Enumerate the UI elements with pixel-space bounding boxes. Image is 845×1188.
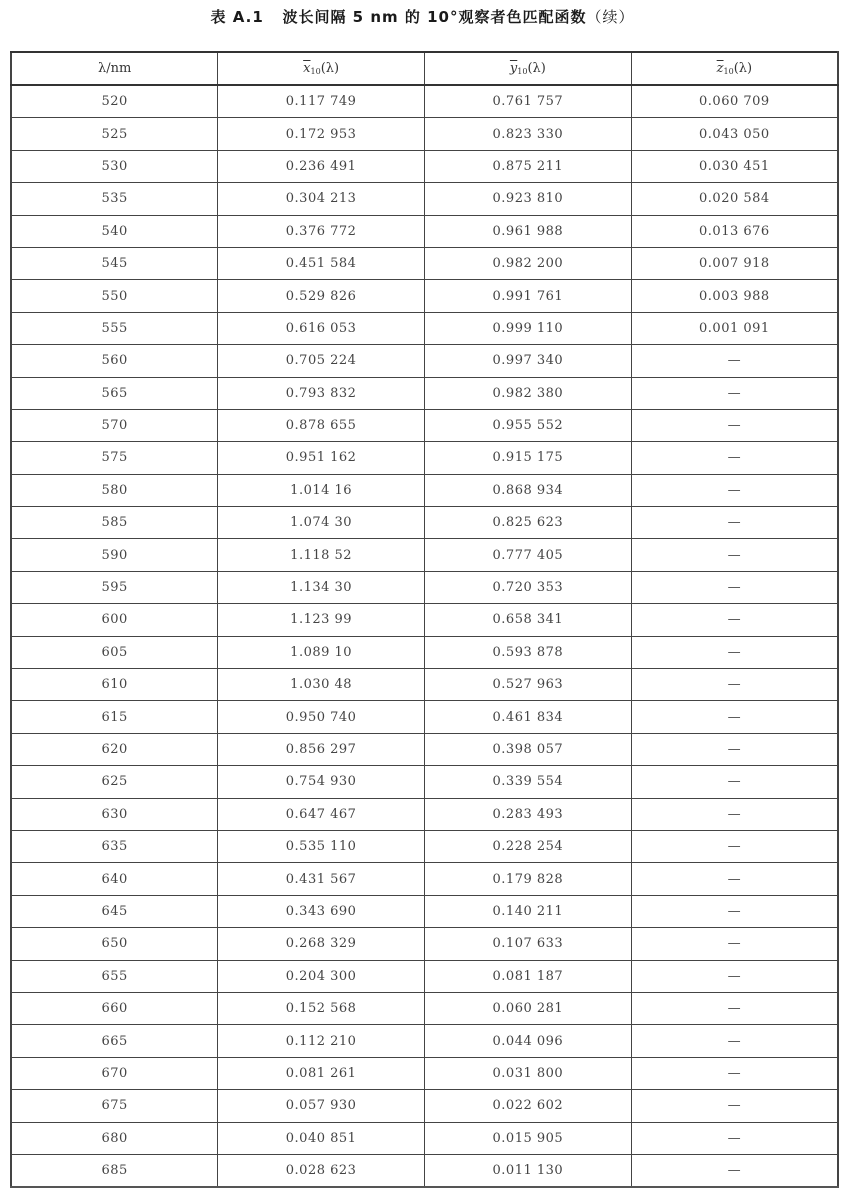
- cell-y10: 0.720 353: [425, 571, 632, 603]
- table-row: [11, 442, 838, 474]
- caption-label: 表 A.1: [210, 8, 264, 26]
- cell-y10: 0.982 380: [425, 377, 632, 409]
- table-row: [11, 992, 838, 1024]
- header-x10: [218, 52, 425, 85]
- table-row: [11, 280, 838, 312]
- cell-wavelength: 545: [11, 247, 218, 279]
- cell-y10: 0.955 552: [425, 409, 632, 441]
- cell-wavelength: 595: [11, 571, 218, 603]
- cell-wavelength: 615: [11, 701, 218, 733]
- cell-y10: 0.339 554: [425, 766, 632, 798]
- cell-wavelength: 580: [11, 474, 218, 506]
- cell-wavelength: 635: [11, 830, 218, 862]
- cell-wavelength: 525: [11, 118, 218, 150]
- table-row: [11, 377, 838, 409]
- cell-y10: 0.761 757: [425, 85, 632, 118]
- cell-z10: 0.003 988: [631, 280, 838, 312]
- cell-z10: 0.001 091: [631, 312, 838, 344]
- cell-y10: 0.825 623: [425, 507, 632, 539]
- cell-x10: 0.057 930: [218, 1090, 425, 1122]
- cell-wavelength: 600: [11, 604, 218, 636]
- header-z10: [631, 52, 838, 85]
- cell-x10: 0.793 832: [218, 377, 425, 409]
- table-body: [11, 85, 838, 1187]
- cell-y10: 0.060 281: [425, 992, 632, 1024]
- cell-wavelength: 685: [11, 1154, 218, 1187]
- cell-wavelength: 660: [11, 992, 218, 1024]
- table-row: [11, 474, 838, 506]
- cell-x10: 1.089 10: [218, 636, 425, 668]
- table-row: [11, 701, 838, 733]
- table-row: [11, 1154, 838, 1187]
- cell-x10: 0.268 329: [218, 928, 425, 960]
- cell-z10: —: [631, 1154, 838, 1187]
- cell-z10: —: [631, 1090, 838, 1122]
- cell-x10: 0.950 740: [218, 701, 425, 733]
- cell-y10: 0.915 175: [425, 442, 632, 474]
- cell-z10: —: [631, 992, 838, 1024]
- header-z10-suffix: (λ): [733, 61, 753, 76]
- cell-y10: 0.982 200: [425, 247, 632, 279]
- cell-x10: 0.081 261: [218, 1057, 425, 1089]
- table-row: [11, 830, 838, 862]
- cell-wavelength: 555: [11, 312, 218, 344]
- cell-z10: —: [631, 733, 838, 765]
- header-z10-symbol: $\overline{z}$: [716, 61, 724, 76]
- table-row: [11, 247, 838, 279]
- cell-x10: 0.451 584: [218, 247, 425, 279]
- cell-z10: —: [631, 539, 838, 571]
- cell-y10: 0.961 988: [425, 215, 632, 247]
- caption-title: 波长间隔 5 nm 的 10°观察者色匹配函数: [282, 8, 587, 26]
- cell-z10: —: [631, 604, 838, 636]
- cell-wavelength: 560: [11, 345, 218, 377]
- cell-y10: 0.997 340: [425, 345, 632, 377]
- cell-y10: 0.461 834: [425, 701, 632, 733]
- table-row: [11, 1122, 838, 1154]
- cell-wavelength: 680: [11, 1122, 218, 1154]
- cell-y10: 0.923 810: [425, 183, 632, 215]
- table-row: [11, 85, 838, 118]
- cell-wavelength: 585: [11, 507, 218, 539]
- table-row: [11, 1025, 838, 1057]
- table-row: [11, 312, 838, 344]
- header-wavelength-label: λ/nm: [97, 61, 132, 76]
- cell-x10: 0.951 162: [218, 442, 425, 474]
- cell-x10: 0.878 655: [218, 409, 425, 441]
- table-row: [11, 928, 838, 960]
- cell-wavelength: 610: [11, 669, 218, 701]
- table-row: [11, 409, 838, 441]
- cell-z10: —: [631, 766, 838, 798]
- cell-wavelength: 530: [11, 150, 218, 182]
- cell-x10: 0.236 491: [218, 150, 425, 182]
- cell-wavelength: 670: [11, 1057, 218, 1089]
- cell-y10: 0.999 110: [425, 312, 632, 344]
- cell-z10: —: [631, 474, 838, 506]
- cell-y10: 0.991 761: [425, 280, 632, 312]
- cell-y10: 0.398 057: [425, 733, 632, 765]
- cell-y10: 0.283 493: [425, 798, 632, 830]
- cell-x10: 0.376 772: [218, 215, 425, 247]
- cell-z10: —: [631, 701, 838, 733]
- cell-z10: 0.020 584: [631, 183, 838, 215]
- cell-z10: —: [631, 409, 838, 441]
- cell-z10: 0.043 050: [631, 118, 838, 150]
- cell-y10: 0.868 934: [425, 474, 632, 506]
- header-row: [11, 52, 838, 85]
- header-wavelength: [11, 52, 218, 85]
- cell-z10: —: [631, 1057, 838, 1089]
- cell-y10: 0.228 254: [425, 830, 632, 862]
- cell-wavelength: 590: [11, 539, 218, 571]
- cell-z10: 0.060 709: [631, 85, 838, 118]
- cell-z10: —: [631, 377, 838, 409]
- cell-x10: 1.014 16: [218, 474, 425, 506]
- cell-z10: —: [631, 669, 838, 701]
- table-row: [11, 539, 838, 571]
- table-row: [11, 766, 838, 798]
- cell-x10: 0.647 467: [218, 798, 425, 830]
- cell-wavelength: 540: [11, 215, 218, 247]
- cell-x10: 0.529 826: [218, 280, 425, 312]
- cell-wavelength: 520: [11, 85, 218, 118]
- table-row: [11, 669, 838, 701]
- cell-z10: —: [631, 1025, 838, 1057]
- header-z10-subscript: 10: [723, 67, 734, 76]
- cell-y10: 0.107 633: [425, 928, 632, 960]
- cell-y10: 0.015 905: [425, 1122, 632, 1154]
- cell-x10: 0.856 297: [218, 733, 425, 765]
- cell-z10: 0.013 676: [631, 215, 838, 247]
- cell-x10: 1.134 30: [218, 571, 425, 603]
- cell-y10: 0.140 211: [425, 895, 632, 927]
- header-x10-suffix: (λ): [320, 61, 340, 76]
- header-y10-symbol: $\overline{y}$: [509, 61, 518, 76]
- cell-wavelength: 655: [11, 960, 218, 992]
- table-row: [11, 183, 838, 215]
- cell-z10: —: [631, 636, 838, 668]
- cell-y10: 0.593 878: [425, 636, 632, 668]
- table-row: [11, 1090, 838, 1122]
- cell-y10: 0.031 800: [425, 1057, 632, 1089]
- cell-x10: 0.616 053: [218, 312, 425, 344]
- cell-z10: —: [631, 895, 838, 927]
- cell-x10: 0.117 749: [218, 85, 425, 118]
- caption-continued: （续）: [586, 8, 635, 26]
- cell-x10: 0.152 568: [218, 992, 425, 1024]
- table-caption: [0, 6, 845, 27]
- cell-wavelength: 575: [11, 442, 218, 474]
- table-row: [11, 798, 838, 830]
- cell-x10: 0.535 110: [218, 830, 425, 862]
- cell-y10: 0.011 130: [425, 1154, 632, 1187]
- cell-x10: 0.304 213: [218, 183, 425, 215]
- cell-z10: —: [631, 960, 838, 992]
- table-row: [11, 960, 838, 992]
- cell-z10: —: [631, 571, 838, 603]
- cell-wavelength: 625: [11, 766, 218, 798]
- cell-z10: —: [631, 863, 838, 895]
- table-row: [11, 150, 838, 182]
- cell-x10: 0.204 300: [218, 960, 425, 992]
- cell-z10: 0.007 918: [631, 247, 838, 279]
- cell-wavelength: 640: [11, 863, 218, 895]
- cell-z10: —: [631, 798, 838, 830]
- header-y10-subscript: 10: [517, 67, 528, 76]
- cell-z10: —: [631, 928, 838, 960]
- cell-x10: 1.030 48: [218, 669, 425, 701]
- table-row: [11, 604, 838, 636]
- cell-x10: 0.754 930: [218, 766, 425, 798]
- cell-wavelength: 620: [11, 733, 218, 765]
- cell-x10: 0.343 690: [218, 895, 425, 927]
- cell-y10: 0.044 096: [425, 1025, 632, 1057]
- header-y10: [425, 52, 632, 85]
- cell-z10: —: [631, 507, 838, 539]
- table-row: [11, 636, 838, 668]
- cell-z10: —: [631, 345, 838, 377]
- table-row: [11, 118, 838, 150]
- color-matching-table: [10, 51, 839, 1188]
- cell-wavelength: 605: [11, 636, 218, 668]
- cell-x10: 0.705 224: [218, 345, 425, 377]
- cell-wavelength: 570: [11, 409, 218, 441]
- cell-y10: 0.527 963: [425, 669, 632, 701]
- table-row: [11, 571, 838, 603]
- cell-wavelength: 535: [11, 183, 218, 215]
- table-row: [11, 345, 838, 377]
- cell-z10: —: [631, 442, 838, 474]
- table-row: [11, 733, 838, 765]
- table-row: [11, 215, 838, 247]
- table-row: [11, 1057, 838, 1089]
- cell-z10: —: [631, 830, 838, 862]
- cell-x10: 0.040 851: [218, 1122, 425, 1154]
- cell-z10: 0.030 451: [631, 150, 838, 182]
- cell-y10: 0.658 341: [425, 604, 632, 636]
- cell-x10: 1.118 52: [218, 539, 425, 571]
- cell-y10: 0.823 330: [425, 118, 632, 150]
- cell-wavelength: 550: [11, 280, 218, 312]
- cell-wavelength: 630: [11, 798, 218, 830]
- cell-y10: 0.022 602: [425, 1090, 632, 1122]
- cell-z10: —: [631, 1122, 838, 1154]
- table-row: [11, 507, 838, 539]
- cell-wavelength: 675: [11, 1090, 218, 1122]
- table-row: [11, 895, 838, 927]
- cell-x10: 1.074 30: [218, 507, 425, 539]
- header-y10-suffix: (λ): [527, 61, 546, 76]
- cell-x10: 0.172 953: [218, 118, 425, 150]
- table-row: [11, 863, 838, 895]
- header-x10-symbol: $\overline{x}$: [303, 61, 311, 76]
- cell-y10: 0.777 405: [425, 539, 632, 571]
- cell-x10: 0.028 623: [218, 1154, 425, 1187]
- header-x10-subscript: 10: [310, 67, 321, 76]
- cell-x10: 1.123 99: [218, 604, 425, 636]
- cell-wavelength: 665: [11, 1025, 218, 1057]
- cell-x10: 0.431 567: [218, 863, 425, 895]
- cell-y10: 0.875 211: [425, 150, 632, 182]
- cell-x10: 0.112 210: [218, 1025, 425, 1057]
- cell-wavelength: 650: [11, 928, 218, 960]
- cell-wavelength: 645: [11, 895, 218, 927]
- cell-wavelength: 565: [11, 377, 218, 409]
- cell-y10: 0.179 828: [425, 863, 632, 895]
- cell-y10: 0.081 187: [425, 960, 632, 992]
